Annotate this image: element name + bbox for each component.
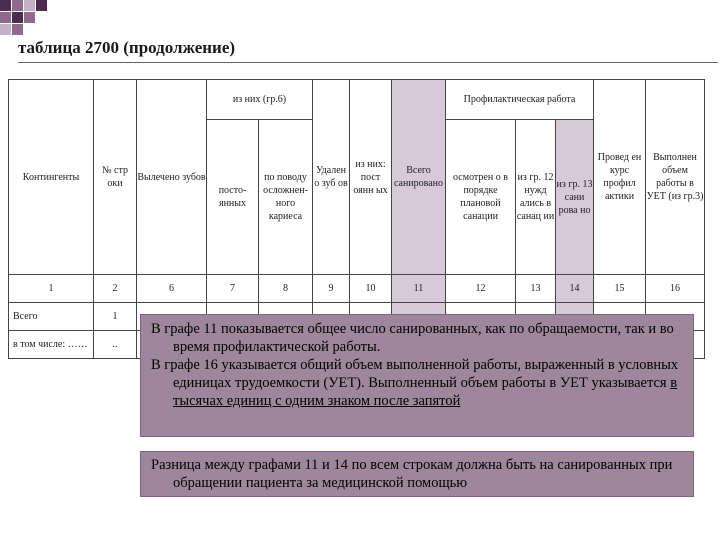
- header-removed: Удален о зуб ов: [313, 80, 350, 275]
- col-number: 9: [313, 275, 350, 303]
- row-num: 1: [94, 303, 137, 331]
- header-course: Провед ен курс профил актики: [594, 80, 646, 275]
- col-number: 6: [137, 275, 207, 303]
- col-number: 2: [94, 275, 137, 303]
- col-number: 8: [259, 275, 313, 303]
- col-number: 11: [392, 275, 446, 303]
- header-need: из гр. 12 нужд ались в санац ии: [516, 120, 556, 275]
- row-label: в том числе: ……: [9, 331, 94, 359]
- note-text: В графе 16 указывается общий объем выполненной работы, выраженный в условных единицах трудоемкости (УЕТ). Выполненный объем работы в УЕТ указывается: [151, 357, 679, 391]
- header-extracted: Вылечено зубов: [137, 80, 207, 275]
- row-label: Всего: [9, 303, 94, 331]
- title-divider: [18, 62, 718, 63]
- note-paragraph: [147, 356, 687, 410]
- header-contingents: Контингенты: [9, 80, 94, 275]
- header-group-of-them: из них (гр.6): [207, 80, 313, 120]
- corner-decoration: [0, 0, 70, 40]
- header-volume: Выполнен объем работы в УЕТ (из гр.3): [646, 80, 705, 275]
- header-num: № стр оки: [94, 80, 137, 275]
- deco-square: [12, 24, 23, 35]
- header-of-gr13: из гр. 13 сани рова но: [556, 120, 594, 275]
- col-number: 14: [556, 275, 594, 303]
- deco-square: [0, 24, 11, 35]
- col-number: 15: [594, 275, 646, 303]
- header-group-prophylaxis: Профилактическая работа: [446, 80, 594, 120]
- deco-square: [24, 12, 35, 23]
- note-paragraph: В графе 11 показывается общее число санированных, как по обращаемости, так и во время профилактической работы.: [151, 321, 674, 355]
- note-callout-columns-11-16: [140, 314, 694, 437]
- col-number: 16: [646, 275, 705, 303]
- deco-square: [24, 0, 35, 11]
- col-number: 12: [446, 275, 516, 303]
- deco-square: [12, 12, 23, 23]
- note-paragraph: Разница между графами 11 и 14 по всем строкам должна быть на санированных при обращении пациента за медицинской помощью: [151, 457, 673, 491]
- header-permanent: постоянных: [207, 120, 259, 275]
- header-sanitized: Всего санировано: [392, 80, 446, 275]
- note-callout-difference: [140, 451, 694, 497]
- col-number: 10: [350, 275, 392, 303]
- col-number: 7: [207, 275, 259, 303]
- col-number: 1: [9, 275, 94, 303]
- header-examined: осмотрен о в порядке плановой санации: [446, 120, 516, 275]
- header-caries: по поводу осложненного кариеса: [259, 120, 313, 275]
- deco-square: [36, 0, 47, 11]
- deco-square: [0, 12, 11, 23]
- deco-square: [0, 0, 11, 11]
- header-of-them-permanent: из них: пост оянн ых: [350, 80, 392, 275]
- deco-square: [12, 0, 23, 11]
- slide-title: таблица 2700 (продолжение): [18, 38, 236, 57]
- col-number: 13: [516, 275, 556, 303]
- row-num: ..: [94, 331, 137, 359]
- note-underlined-text: в тысячах единиц с одним знаком после запятой: [173, 375, 678, 409]
